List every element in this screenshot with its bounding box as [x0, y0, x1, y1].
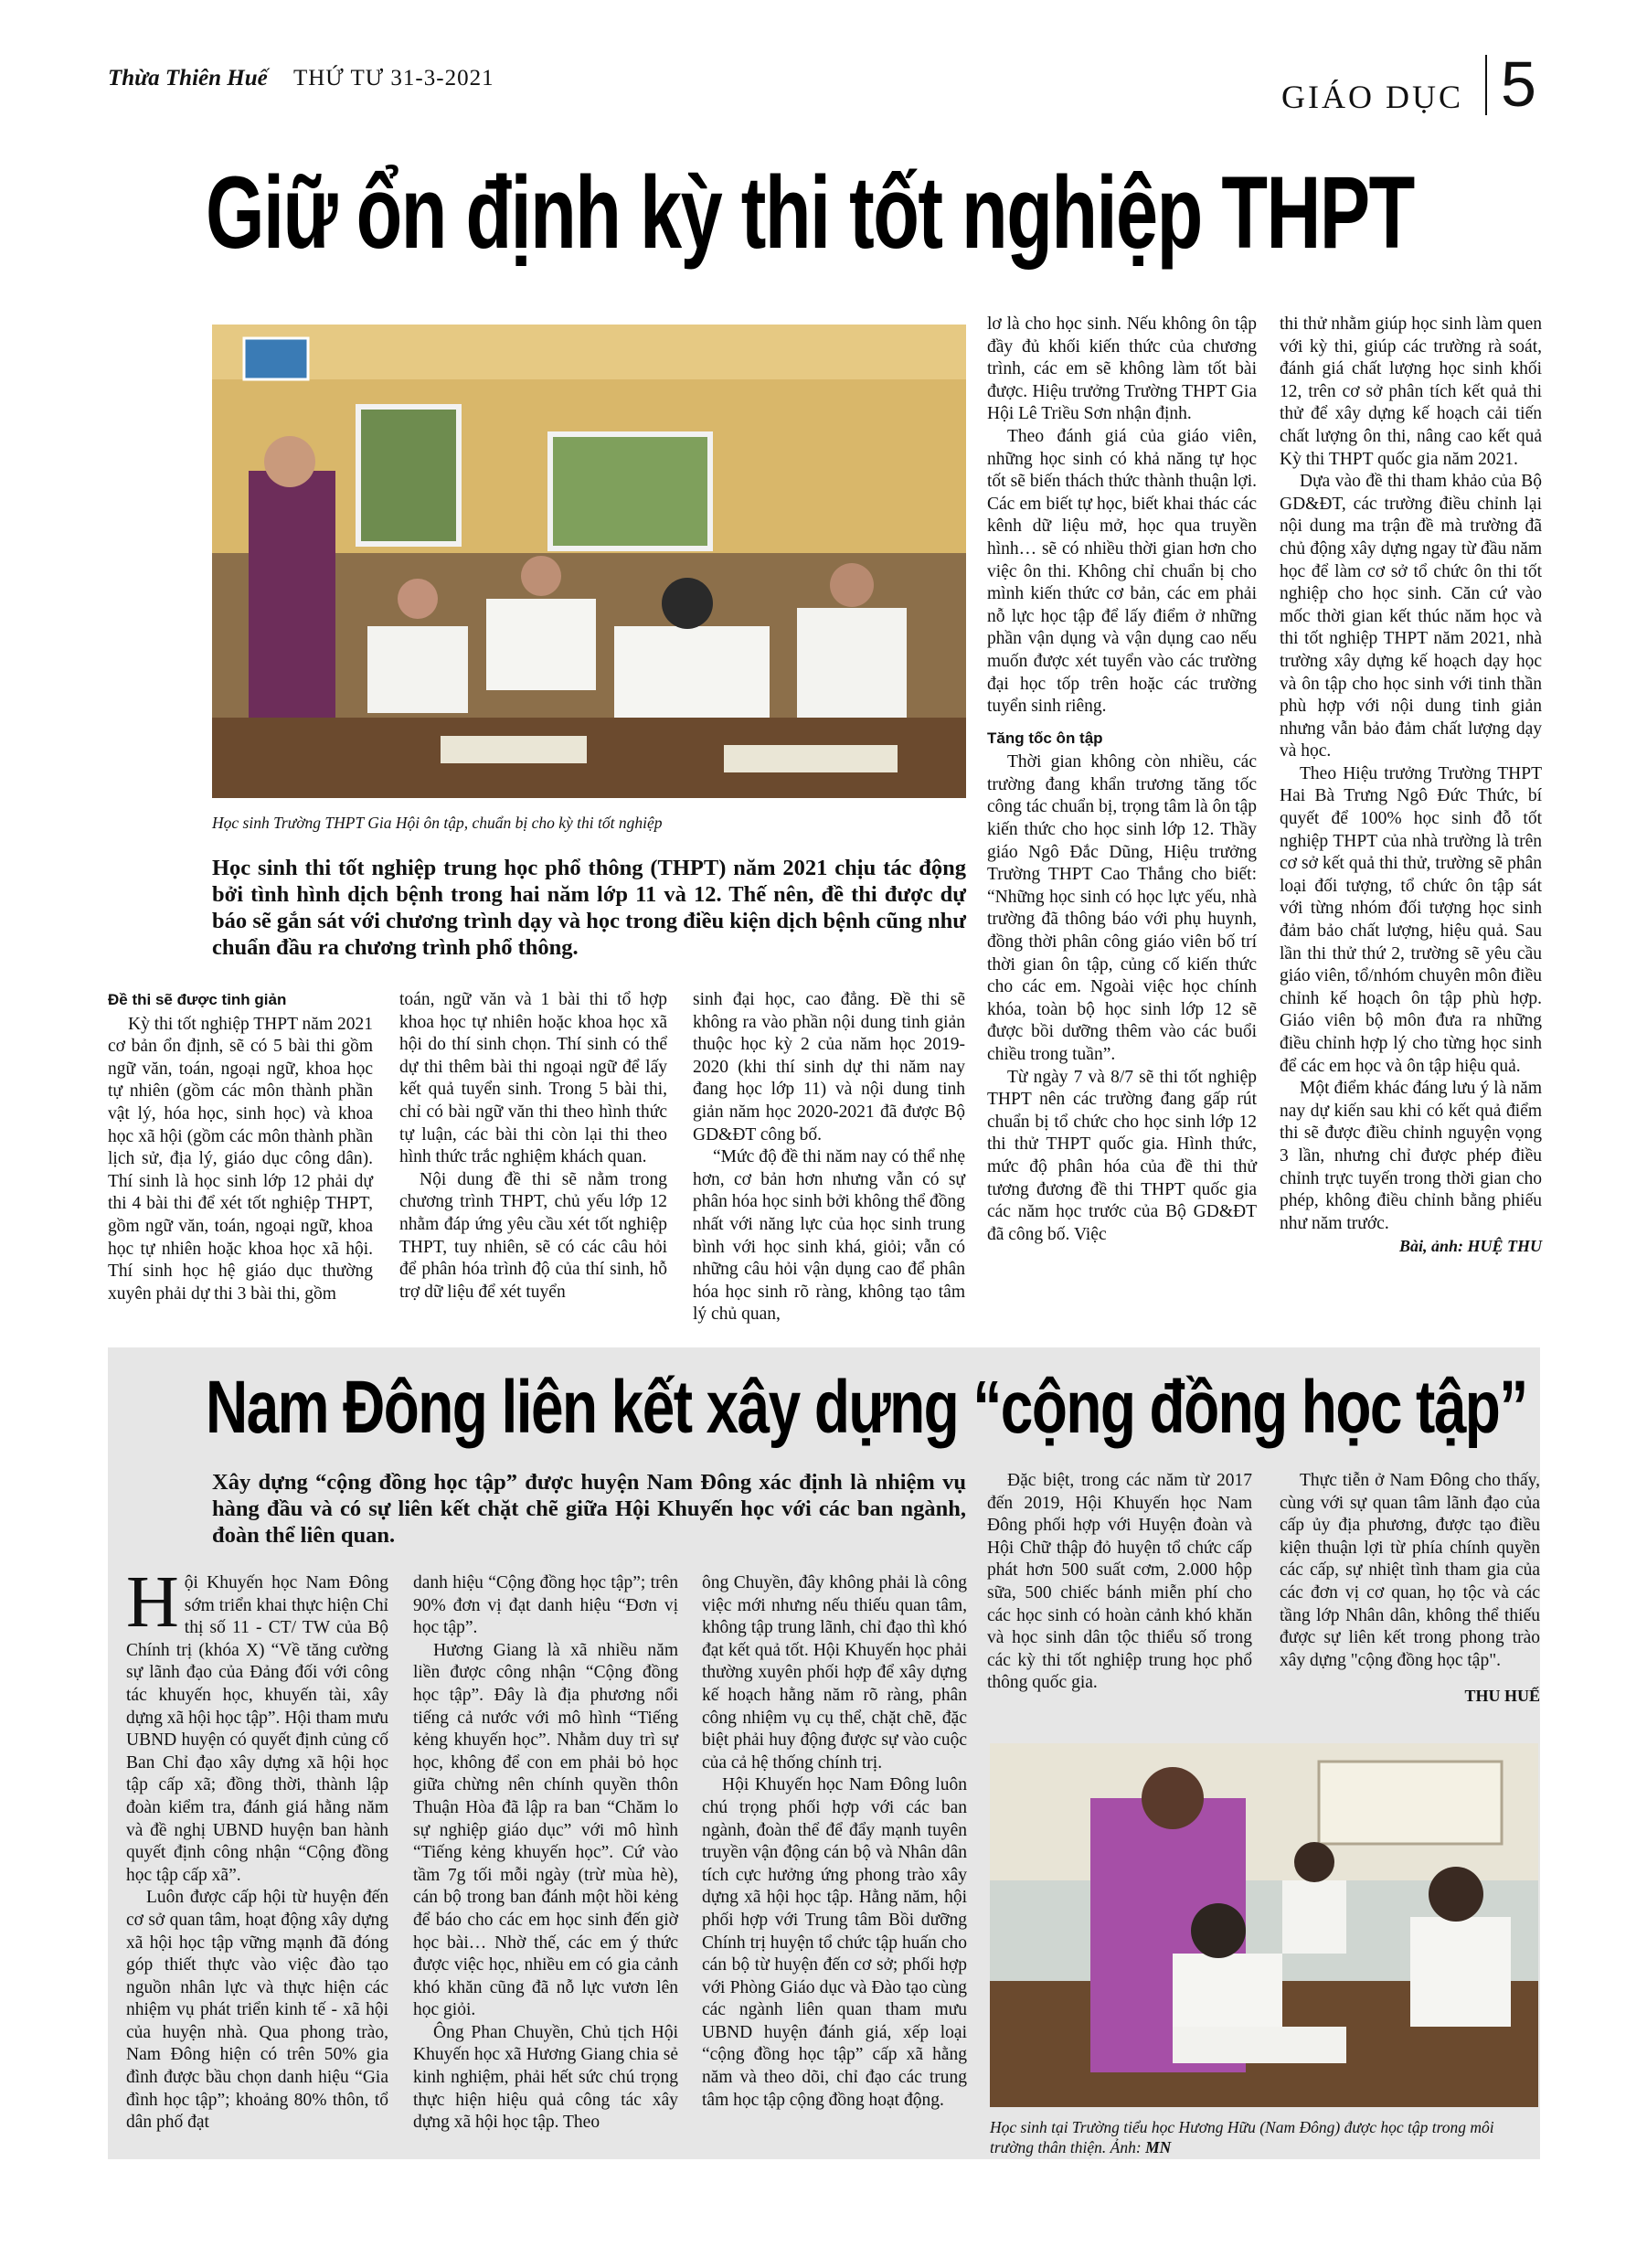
article1-column-5: [1280, 314, 1542, 1258]
article2-column-5: [1280, 1470, 1540, 1708]
article1-photo: [212, 325, 966, 798]
masthead: [108, 66, 494, 91]
paragraph: Kỳ thi tốt nghiệp THPT năm 2021 cơ bản ổn định, sẽ có 5 bài thi gồm ngữ văn, toán, ngoại ngữ, khoa học tự nhiên (gồm các môn thành phần vật lý, hóa học, sinh học) và khoa học xã hội (gồm các môn thành phần lịch sử, địa lý, giáo dục công dân). Thí sinh là học sinh lớp 12 phải dự thi 4 bài thi để xét tốt nghiệp THPT, gồm ngữ văn, toán, ngoại ngữ, khoa học tự nhiên hoặc khoa học xã hội. Thí sinh học hệ giáo dục thường xuyên phải dự thi 3 bài thi, gồm: [108, 1014, 373, 1304]
primary-school-photo-illustration: [990, 1743, 1538, 2107]
paragraph: ội Khuyến học Nam Đông sớm triển khai thực hiện Chỉ thị số 11 - CT/ TW của Bộ Chính trị (khóa X) “Về tăng cường sự lãnh đạo của Đảng đối với công tác khuyến học, khuyến tài, xây dựng xã hội học tập”. Hội tham mưu UBND huyện có quyết định củng cố Ban Chỉ đạo xây dựng xã hội học tập cấp xã; đồng thời, thành lập đoàn kiểm tra, đánh giá hằng năm và đề nghị UBND huyện ban hành quyết định công nhận “Cộng đồng học tập cấp xã”.: [126, 1573, 388, 1885]
paragraph: Ông Phan Chuyền, Chủ tịch Hội Khuyến học xã Hương Giang chia sẻ kinh nghiệm, phải hết sức chú trọng thực hiện hiệu quả công tác xây dựng xã hội học tập. Theo: [413, 2022, 678, 2133]
article2-photo-caption: [990, 2117, 1538, 2157]
article1-subhead-1: Đề thi sẽ được tinh giản: [108, 991, 287, 1008]
paragraph: Thời gian không còn nhiều, các trường đang khẩn trương tăng tốc công tác chuẩn bị, trọng tâm là ôn tập kiến thức cho học sinh lớp 12. Thầy giáo Ngô Đắc Dũng, Hiệu trưởng Trường THPT Cao Thắng cho biết: “Những học sinh có học lực yếu, nhà trường đã thông báo với phụ huynh, đồng thời phân công giáo viên bố trí thời gian ôn tập, củng cố kiến thức cho các em. Ngoài việc học chính khóa, toàn bộ học sinh lớp 12 sẽ được bồi dưỡng thêm vào các buổi chiều trong tuần”.: [987, 752, 1257, 1064]
article2-column-4: [987, 1470, 1252, 1695]
issue-date: THỨ TƯ 31-3-2021: [292, 66, 494, 91]
paragraph: Theo Hiệu trưởng Trường THPT Hai Bà Trưng Ngô Đức Thức, bí quyết để 100% học sinh đỗ tốt nghiệp THPT của nhà trường là trên cơ sở kết quả thi thử, trường sẽ phân loại đối tượng, tổ chức ôn tập sát với từng nhóm đối tượng học sinh đảm bảo chất lượng, hiệu quả. Sau lần thi thử thứ 2, trường sẽ yêu cầu giáo viên, tổ/nhóm chuyên môn điều chỉnh kế hoạch ôn tập phù hợp. Giáo viên bộ môn đưa ra những điều chỉnh hợp lý cho từng học sinh để các em học và ôn tập hiệu quả.: [1280, 763, 1542, 1076]
article2-column-3: [702, 1572, 967, 2112]
article1-subhead-2: Tăng tốc ôn tập: [987, 729, 1103, 747]
paragraph: Theo đánh giá của giáo viên, những học sinh có khả năng tự học tốt sẽ biến thách thức thành thuận lợi. Các em biết tự học, biết khai thác các kênh dữ liệu mở, học qua truyền hình… sẽ có nhiều thời gian hơn cho việc ôn thi. Không chỉ chuẩn bị cho mình kiến thức cơ bản, các em phải nỗ lực học tập để lấy điểm ở những phần vận dụng và vận dụng cao nếu muốn được xét tuyển vào các trường đại học tốp trên hoặc các trường tuyển sinh riêng.: [987, 426, 1257, 717]
paragraph: Đặc biệt, trong các năm từ 2017 đến 2019, Hội Khuyến học Nam Đông phối hợp với Huyện đoàn và Hội Chữ thập đỏ huyện tổ chức cấp phát hơn 500 suất cơm, 2.000 hộp sữa, 500 chiếc bánh miễn phí cho các học sinh có hoàn cảnh khó khăn và học sinh dân tộc thiểu số trong các kỳ thi tốt nghiệp trung học phổ thông quốc gia.: [987, 1471, 1252, 1693]
classroom-photo-illustration: [212, 325, 966, 798]
article1-photo-caption: Học sinh Trường THPT Gia Hội ôn tập, chuẩn bị cho kỳ thi tốt nghiệp: [212, 814, 663, 832]
article2-headline: Nam Đông liên kết xây dựng “cộng đồng học tập”: [206, 1366, 1527, 1449]
paragraph: Dựa vào đề thi tham khảo của Bộ GD&ĐT, các trường điều chỉnh lại nội dung ma trận đề mà trường đã chủ động xây dựng ngay từ đầu năm học để làm cơ sở tổ chức ôn thi tốt nghiệp cho học sinh. Căn cứ vào mốc thời gian kết thúc năm học và thi tốt nghiệp THPT năm 2021, nhà trường xây dựng kế hoạch dạy học và ôn tập cho học sinh với tinh thần phù hợp với nội dung tinh giản nhưng vẫn bảo đảm chất lượng dạy và học.: [1280, 472, 1542, 761]
paragraph: Hương Giang là xã nhiều năm liền được công nhận “Cộng đồng học tập”. Đây là địa phương nổi tiếng cả nước với mô hình “Tiếng kẻng khuyến học”. Nhằm duy trì sự học, không để con em phải bỏ học giữa chừng nên chính quyền thôn Thuận Hòa đã lập ra ban “Chăm lo sự nghiệp giáo dục” với mô hình “Tiếng kẻng khuyến học”. Cứ vào tầm 7g tối mỗi ngày (trừ mùa hè), cán bộ trong ban đánh một hồi kẻng để báo cho các em học sinh đến giờ học bài… Nhờ thế, các em ý thức được việc học, nhiều em có gia cảnh khó khăn cũng đã nỗ lực vươn lên học giỏi.: [413, 1640, 678, 2020]
article2-photo: [990, 1743, 1538, 2107]
paragraph: Một điểm khác đáng lưu ý là năm nay dự kiến sau khi có kết quả điểm thi sẽ được điều chỉnh nguyện vọng 3 lần, nhưng chỉ được phép điều chỉnh trực tuyến trong thời gian cho phép, không điều chỉnh bằng phiếu như năm trước.: [1280, 1079, 1542, 1233]
article1-column-4: [987, 314, 1257, 1246]
photo-credit: MN: [1145, 2138, 1172, 2156]
caption-text: Học sinh tại Trường tiểu học Hương Hữu (Nam Đông) được học tập trong môi trường thân thiện. Ảnh:: [990, 2118, 1494, 2156]
article2-lead: Xây dựng “cộng đồng học tập” được huyện Nam Đông xác định là nhiệm vụ hàng đầu và có sự liên kết chặt chẽ giữa Hội Khuyến học với các ban ngành, đoàn thể liên quan.: [212, 1470, 966, 1548]
article1-column-1: [108, 989, 373, 1305]
article2-author: THU HUẾ: [1464, 1687, 1540, 1706]
paragraph: Từ ngày 7 và 8/7 sẽ thi tốt nghiệp THPT nên các trường đang gấp rút chuẩn bị tổ chức cho học sinh lớp 12 thi thử THPT quốc gia. Hình thức, mức độ phân hóa của đề thi thử tương đương đề thi THPT quốc gia các năm học trước của Bộ GD&ĐT đã công bố. Việc: [987, 1067, 1257, 1244]
section-divider: [1485, 55, 1487, 115]
paragraph: Luôn được cấp hội từ huyện đến cơ sở quan tâm, hoạt động xây dựng xã hội học tập vững mạnh đã đóng góp thiết thực vào việc đào tạo nguồn nhân lực và thực hiện các nhiệm vụ phát triển kinh tế - xã hội của huyện nhà. Qua phong trào, Nam Đông hiện có trên 50% gia đình được bầu chọn danh hiệu “Gia đình học tập”; khoảng 80% thôn, tổ dân phố đạt: [126, 1888, 388, 2133]
article2-column-1: [126, 1562, 388, 2135]
page-number: 5: [1501, 48, 1536, 120]
article1-column-3: [693, 989, 965, 1326]
paragraph: danh hiệu “Cộng đồng học tập”; trên 90% đơn vị đạt danh hiệu “Đơn vị học tập”.: [413, 1573, 678, 1638]
paragraph: “Mức độ đề thi năm nay có thể nhẹ hơn, cơ bản hơn nhưng vẫn có sự phân hóa học sinh bởi không thể đồng nhất với năng lực của học sinh trung bình với học sinh khá, giỏi; vẫn có những câu hỏi vận dụng cao để phân hóa học sinh rõ ràng, không tạo tâm lý chủ quan,: [693, 1147, 965, 1325]
paragraph: sinh đại học, cao đẳng. Đề thi sẽ không ra vào phần nội dung tinh giản thuộc học kỳ 2 của năm học 2019-2020 (khi thí sinh dự thi năm nay đang học lớp 11) và nội dung tinh giản năm học 2020-2021 đã được Bộ GD&ĐT công bố.: [693, 990, 965, 1145]
paragraph: lơ là cho học sinh. Nếu không ôn tập đầy đủ khối kiến thức của chương trình, các em sẽ không làm tốt bài được. Hiệu trưởng Trường THPT Gia Hội Lê Triều Sơn nhận định.: [987, 314, 1257, 424]
article1-lead: Học sinh thi tốt nghiệp trung học phổ thông (THPT) năm 2021 chịu tác động bởi tình hình dịch bệnh trong hai năm lớp 11 và 12. Thế nên, đề thi được dự báo sẽ gắn sát với chương trình dạy và học trong điều kiện dịch bệnh cũng như chuẩn đầu ra chương trình phổ thông.: [212, 856, 966, 960]
section-name: GIÁO DỤC: [1281, 79, 1463, 115]
paragraph: thi thử nhằm giúp học sinh làm quen với kỳ thi, giúp các trường rà soát, đánh giá chất lượng học sinh khối 12, trên cơ sở phân tích kết quả thi thử để xây dựng kế hoạch cải tiến chất lượng ôn thi, nâng cao kết quả Kỳ thi THPT quốc gia năm 2021.: [1280, 314, 1542, 469]
article2-column-2: [413, 1572, 678, 2135]
paper-name: Thừa Thiên Huế: [108, 66, 268, 91]
paragraph: Hội Khuyến học Nam Đông luôn chú trọng phối hợp với các ban ngành, đoàn thể để đẩy mạnh tuyên truyền vận động cán bộ và Nhân dân tích cực hưởng ứng phong trào xây dựng xã hội học tập. Hằng năm, hội phối hợp với Trung tâm Bồi dưỡng Chính trị huyện tổ chức tập huấn cho cán bộ từ huyện đến cơ sở; phối hợp với Phòng Giáo dục và Đào tạo cùng các ngành liên quan tham mưu UBND huyện đánh giá, xếp loại “cộng đồng học tập” cấp xã hằng năm và theo dõi, chỉ đạo các trung tâm học tập cộng đồng hoạt động.: [702, 1775, 967, 2110]
paragraph: ông Chuyền, đây không phải là công việc mới nhưng nếu thiếu quan tâm, không tập trung lãnh, chỉ đạo thì khó đạt kết quả tốt. Hội Khuyến học phải thường xuyên phối hợp để xây dựng kế hoạch hằng năm rõ ràng, phân công nhiệm vụ cụ thể, chặt chẽ, đặc biệt phải huy động được sự vào cuộc của cả hệ thống chính trị.: [702, 1573, 967, 1773]
article1-column-2: [399, 989, 667, 1304]
article2-dropcap: H: [126, 1562, 179, 1643]
article1-byline: Bài, ảnh: HUỆ THU: [1398, 1237, 1542, 1256]
paragraph: toán, ngữ văn và 1 bài thi tổ hợp khoa học tự nhiên hoặc khoa học xã hội do thí sinh chọn. Thí sinh có thể dự thi thêm bài thi ngoại ngữ để lấy kết quả tuyển sinh. Trong 5 bài thi, chỉ có bài ngữ văn thi theo hình thức tự luận, các bài thi còn lại thi theo hình thức trắc nghiệm khách quan.: [399, 990, 667, 1167]
paragraph: Thực tiễn ở Nam Đông cho thấy, cùng với sự quan tâm lãnh đạo của cấp ủy địa phương, được tạo điều kiện thuận lợi từ phía chính quyền các cấp, sự nhiệt tình tham gia của các đơn vị cơ quan, họ tộc và các tầng lớp Nhân dân, không thể thiếu được sự liên kết trong phong trào xây dựng "cộng đồng học tập".: [1280, 1471, 1540, 1670]
paragraph: Nội dung đề thi sẽ nằm trong chương trình THPT, chủ yếu lớp 12 nhằm đáp ứng yêu cầu xét tốt nghiệp THPT, tuy nhiên, sẽ có các câu hỏi để phân hóa trình độ của thí sinh, hỗ trợ dữ liệu để xét tuyển: [399, 1169, 667, 1302]
article1-headline: Giữ ổn định kỳ thi tốt nghiệp THPT: [206, 155, 1414, 270]
